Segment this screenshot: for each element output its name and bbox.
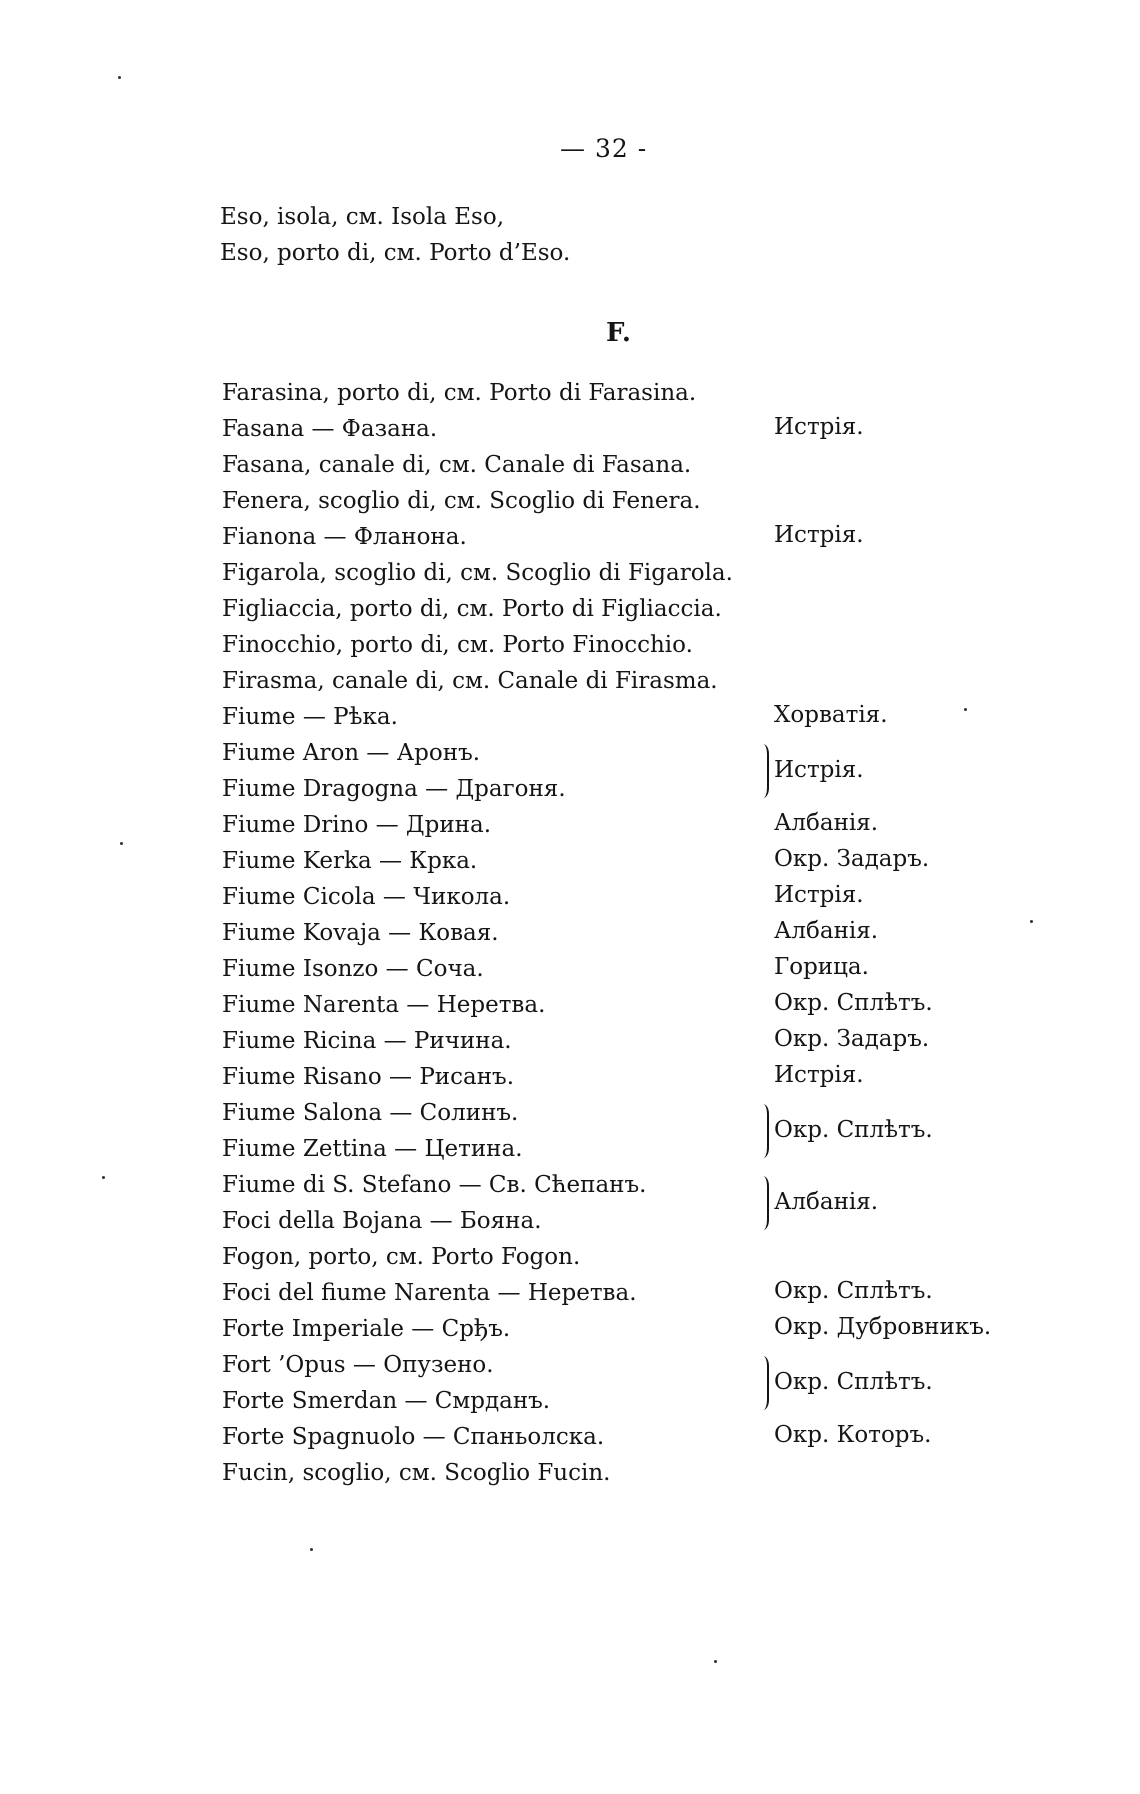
region-label: Окр. Дубровникъ. (774, 1314, 992, 1340)
list-item: Fiume di S. Stefano — Св. Сћепанъ. (222, 1172, 647, 1198)
scan-speck (964, 708, 967, 711)
region-label: Албанія. (774, 1189, 879, 1215)
region-label: Окр. Сплѣтъ. (774, 1117, 933, 1143)
grouping-brace (758, 1356, 769, 1410)
list-item: Forte Spagnuolo — Спаньолска. (222, 1424, 605, 1450)
list-item: Finocchio, porto di, см. Porto Finocchio. (222, 632, 693, 658)
region-label: Албанія. (774, 810, 879, 836)
list-item: Fiume Aron — Аронъ. (222, 740, 481, 766)
list-item: Forte Smerdan — Смрданъ. (222, 1388, 551, 1414)
scan-speck (1030, 920, 1033, 923)
list-item: Fiume Drino — Дрина. (222, 812, 492, 838)
intro-line: Eso, porto di, см. Porto d’Eso. (220, 240, 571, 266)
list-item: Fiume — Рѣка. (222, 704, 398, 730)
list-item: Fiume Narenta — Неретва. (222, 992, 546, 1018)
region-label: Истрія. (774, 882, 864, 908)
list-item: Fiume Risano — Рисанъ. (222, 1064, 515, 1090)
list-item: Farasina, porto di, см. Porto di Farasina. (222, 380, 697, 406)
list-item: Fogon, porto, см. Porto Fogon. (222, 1244, 581, 1270)
region-label: Окр. Сплѣтъ. (774, 1369, 933, 1395)
list-item: Fiume Kerka — Крка. (222, 848, 478, 874)
scan-speck (310, 1548, 313, 1551)
region-label: Окр. Задаръ. (774, 846, 930, 872)
list-item: Figliaccia, porto di, см. Porto di Figliaccia. (222, 596, 722, 622)
list-item: Figarola, scoglio di, см. Scoglio di Figarola. (222, 560, 733, 586)
region-label: Окр. Задаръ. (774, 1026, 930, 1052)
intro-line: Eso, isola, см. Isola Eso, (220, 204, 505, 230)
list-item: Fiume Salona — Солинъ. (222, 1100, 519, 1126)
list-item: Foci del fiume Narenta — Неретва. (222, 1280, 637, 1306)
scan-speck (102, 1176, 105, 1179)
scan-speck (714, 1660, 717, 1663)
list-item: Fianona — Фланона. (222, 524, 467, 550)
list-item: Fiume Kovaja — Ковая. (222, 920, 499, 946)
page-number: — 32 - (560, 134, 648, 163)
list-item: Fiume Cicola — Чикола. (222, 884, 511, 910)
list-item: Fiume Dragogna — Драгоня. (222, 776, 566, 802)
list-item: Foci della Bojana — Бояна. (222, 1208, 542, 1234)
list-item: Firasma, canale di, см. Canale di Firasma. (222, 668, 718, 694)
scan-speck (120, 842, 123, 845)
region-label: Окр. Сплѣтъ. (774, 990, 933, 1016)
region-label: Истрія. (774, 414, 864, 440)
list-item: Fort ’Opus — Опузено. (222, 1352, 494, 1378)
list-item: Fiume Zettina — Цетина. (222, 1136, 523, 1162)
grouping-brace (758, 1176, 769, 1230)
list-item: Fasana — Фазана. (222, 416, 438, 442)
grouping-brace (758, 744, 769, 798)
region-label: Истрія. (774, 522, 864, 548)
list-item: Fiume Ricina — Ричина. (222, 1028, 512, 1054)
list-item: Fasana, canale di, см. Canale di Fasana. (222, 452, 692, 478)
region-label: Окр. Которъ. (774, 1422, 932, 1448)
list-item: Forte Imperiale — Срђъ. (222, 1316, 511, 1342)
region-label: Хорватія. (774, 702, 888, 728)
grouping-brace (758, 1104, 769, 1158)
region-label: Горица. (774, 954, 869, 980)
section-heading: F. (606, 318, 631, 348)
region-label: Окр. Сплѣтъ. (774, 1278, 933, 1304)
region-label: Истрія. (774, 757, 864, 783)
scan-speck (118, 76, 121, 79)
list-item: Fenera, scoglio di, см. Scoglio di Fenera. (222, 488, 701, 514)
region-label: Истрія. (774, 1062, 864, 1088)
region-label: Албанія. (774, 918, 879, 944)
list-item: Fiume Isonzo — Соча. (222, 956, 484, 982)
list-item: Fucin, scoglio, см. Scoglio Fucin. (222, 1460, 611, 1486)
